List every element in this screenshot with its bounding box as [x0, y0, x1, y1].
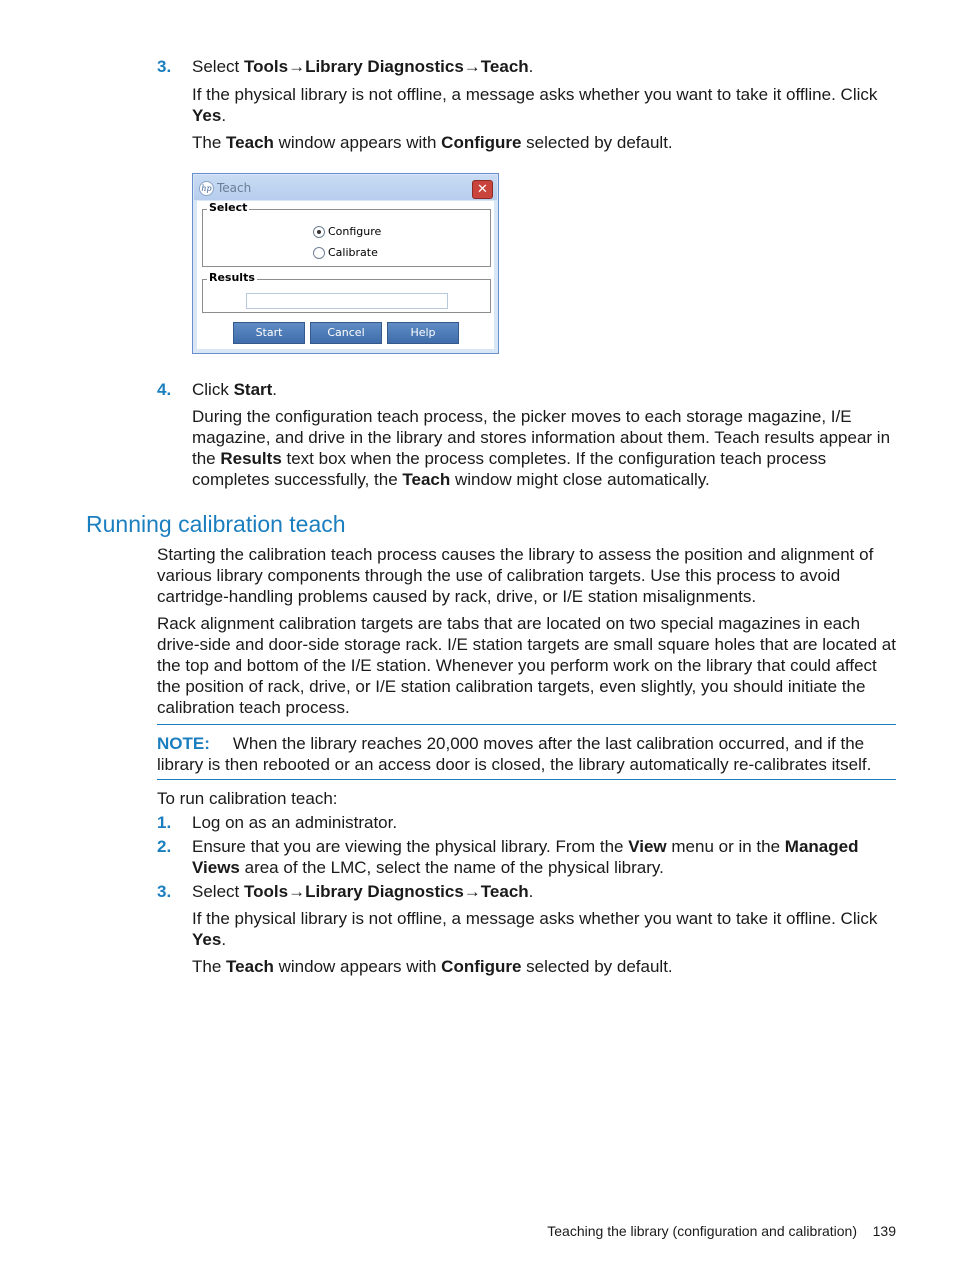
page-number: 139: [872, 1223, 896, 1239]
offline-paragraph: If the physical library is not offline, a message asks whether you want to take it offline. Click Yes.: [192, 85, 878, 125]
step-instruction: Log on as an administrator.: [192, 813, 398, 832]
results-field[interactable]: [246, 293, 448, 309]
section-paragraph: Starting the calibration teach process causes the library to assess the position and alignment of various library components through the use of calibration targets. Use this process to avoid cartridge-handling problems caused by rack, drive, or I/E station misalignments.: [157, 545, 874, 606]
step-instruction: Select Tools→Library Diagnostics→Teach.: [192, 57, 534, 76]
step-instruction: Ensure that you are viewing the physical library. From the View menu or in the Managed Views area of the LMC, select the name of the physical library.: [192, 837, 859, 877]
section-paragraph: Rack alignment calibration targets are tabs that are located on two special magazines in each drive-side and door-side storage rack. I/E station targets are small square holes that are located at the top and bottom of the I/E station. Whenever you perform work on the library that could affect the position of rack, drive, or I/E station calibration targets, even slightly, you should initiate the calibration teach process.: [157, 614, 896, 717]
select-group: [202, 201, 491, 267]
start-button[interactable]: Start: [233, 322, 305, 344]
dialog-title: Teach: [217, 181, 252, 195]
window-paragraph: The Teach window appears with Configure selected by default.: [192, 133, 673, 152]
configure-radio-label[interactable]: Configure: [328, 225, 382, 238]
footer-title: Teaching the library (configuration and calibration): [547, 1223, 857, 1239]
note-box: [157, 733, 897, 775]
step-number: 4.: [157, 380, 172, 399]
note-text: When the library reaches 20,000 moves after the last calibration occurred, and if the library is then rebooted or an access door is closed, the library automatically re-calibrates itself.: [157, 734, 872, 774]
help-button[interactable]: Help: [387, 322, 459, 344]
note-top-rule: [157, 724, 896, 725]
radio-unselected-icon[interactable]: [313, 247, 325, 259]
step-number: 3.: [157, 57, 172, 76]
results-group-label: Results: [209, 271, 255, 284]
radio-selected-icon[interactable]: [313, 226, 325, 238]
select-group-label: Select: [209, 201, 248, 214]
step-number: 1.: [157, 813, 172, 832]
calibrate-radio-label[interactable]: Calibrate: [328, 246, 378, 259]
dialog-titlebar: [194, 175, 497, 200]
cancel-button[interactable]: Cancel: [310, 322, 382, 344]
step-number: 3.: [157, 882, 172, 901]
note-label: NOTE:: [157, 734, 210, 753]
close-icon[interactable]: ✕: [472, 180, 493, 199]
step-instruction: Click Start.: [192, 380, 278, 399]
results-group: [202, 271, 491, 313]
section-heading: Running calibration teach: [86, 511, 346, 537]
hp-logo-icon: hp: [199, 181, 214, 196]
window-paragraph: The Teach window appears with Configure selected by default.: [192, 957, 673, 976]
offline-paragraph: If the physical library is not offline, a message asks whether you want to take it offline. Click Yes.: [192, 909, 878, 949]
step-instruction: Select Tools→Library Diagnostics→Teach.: [192, 882, 534, 901]
step-number: 2.: [157, 837, 172, 856]
step4-description: During the configuration teach process, the picker moves to each storage magazine, I/E magazine, and drive in the library and stores information about them. Teach results appear in the Results text box when the process completes. If the configuration teach process completes successfully, the Teach window might close automatically.: [192, 407, 891, 489]
note-bottom-rule: [157, 779, 896, 780]
procedure-intro: To run calibration teach:: [157, 789, 338, 808]
